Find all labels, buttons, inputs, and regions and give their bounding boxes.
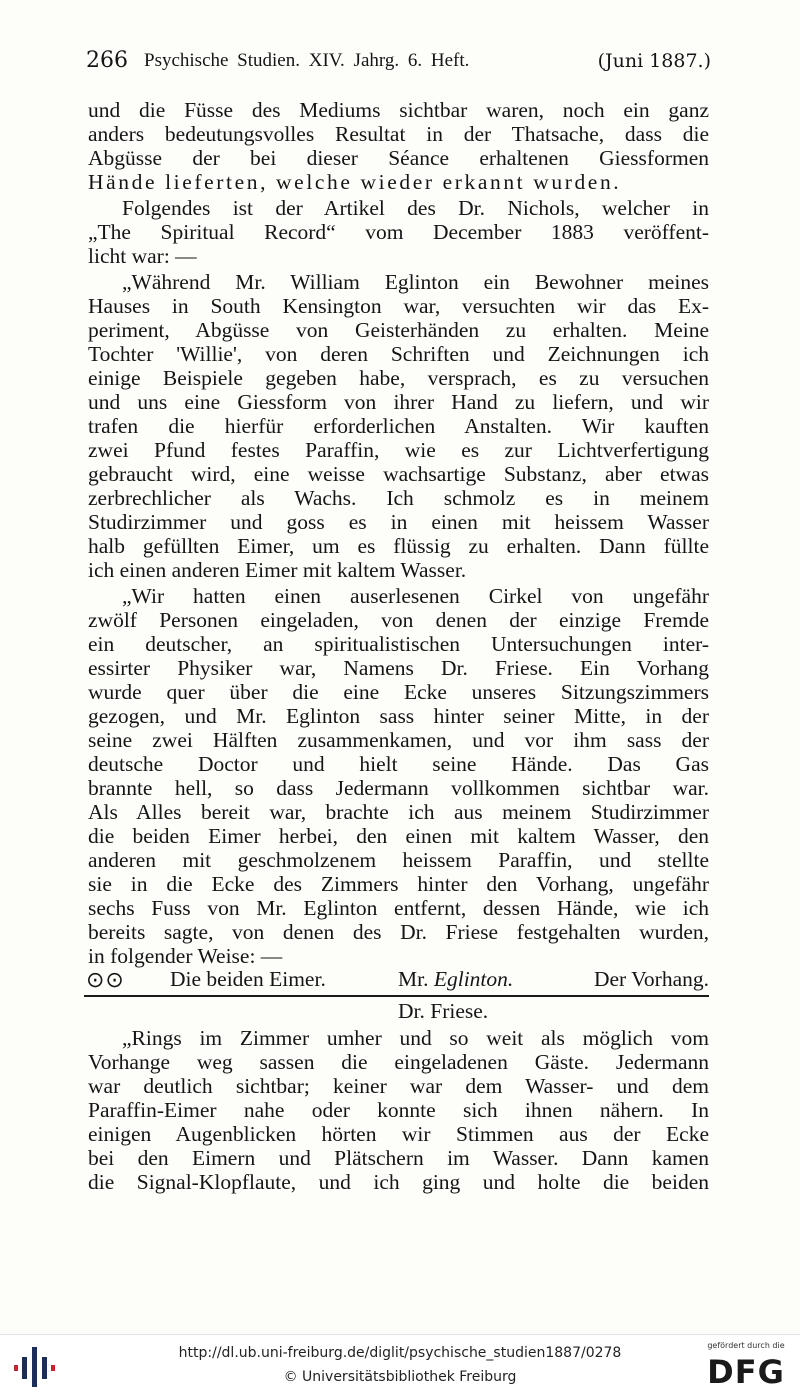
eglinton-name: Eglinton. [433, 967, 514, 991]
text-line: Als Alles bereit war, brachte ich aus meinem Studirzimmer [88, 800, 709, 824]
text-line: zwei Pfund festes Paraffin, wie es zur Lichtverfertigung [88, 438, 709, 462]
text-line: bei den Eimern und Plätschern im Wasser. Dann kamen [88, 1146, 709, 1170]
buckets-symbol: ⊙⊙ [86, 967, 125, 992]
text-line: Vorhange weg sassen die eingeladenen Gäste. Jedermann [88, 1050, 709, 1074]
text-line: seine zwei Hälften zusammenkamen, und vor ihm sass der [88, 728, 709, 752]
friese-label: Dr. Friese. [398, 999, 489, 1023]
text-line: gebraucht wird, eine weisse wachsartige Substanz, aber etwas [88, 462, 709, 486]
text-line: licht war: — [88, 244, 197, 268]
text-line: die Signal-Klopflaute, und ich ging und holte die beiden [88, 1170, 709, 1194]
text-line: brannte hell, so dass Jedermann vollkommen sichtbar war. [88, 776, 709, 800]
curtain-label: Der Vorhang. [593, 967, 709, 991]
text-line: trafen die hierfür erforderlichen Anstalten. Wir kauften [88, 414, 709, 438]
text-line: „Während Mr. William Eglinton ein Bewohner meines [122, 270, 709, 294]
text-line: Hände lieferten, welche wieder erkannt wurden. [88, 170, 622, 194]
text-line: einigen Augenblicken hörten wir Stimmen aus der Ecke [88, 1122, 709, 1146]
funding-note: gefördert durch die [707, 1341, 785, 1350]
text-line: halb gefüllten Eimer, um es flüssig zu erhalten. Dann füllte [88, 534, 709, 558]
page-number: 266 [86, 48, 128, 73]
text-line: wurde quer über die eine Ecke unseres Sitzungszimmers [88, 680, 709, 704]
text-line: Abgüsse der bei dieser Séance erhaltenen Giessformen [88, 146, 709, 170]
copyright-notice: © Universitätsbibliothek Freiburg [283, 1369, 517, 1385]
text-line: „Rings im Zimmer umher und so weit als möglich vom [122, 1026, 709, 1050]
text-line: zerbrechlicher als Wachs. Ich schmolz es in meinem [88, 486, 709, 510]
text-line: zwölf Personen eingeladen, von denen der einzige Fremde [88, 608, 709, 632]
text-line: deutsche Doctor und hielt seine Hände. Das Gas [88, 752, 709, 776]
digitization-url[interactable]: http://dl.ub.uni-freiburg.de/diglit/psychische_studien1887/0278 [178, 1345, 622, 1361]
text-line: in folgender Weise: — [88, 944, 283, 968]
text-line: gezogen, und Mr. Eglinton sass hinter seiner Mitte, in der [88, 704, 709, 728]
text-line: Studirzimmer und goss es in einen mit heissem Wasser [88, 510, 709, 534]
text-line: und die Füsse des Mediums sichtbar waren, noch ein ganz [88, 98, 709, 122]
text-line: bereits sagte, von denen des Dr. Friese festgehalten wurden, [88, 920, 709, 944]
text-line: ein deutscher, an spiritualistischen Untersuchungen inter- [88, 632, 709, 656]
buckets-label: Die beiden Eimer. [170, 967, 326, 991]
text-line: die beiden Eimer herbei, den einen mit kaltem Wasser, den [88, 824, 709, 848]
text-line: einige Beispiele gegeben habe, versprach, es zu versuchen [88, 366, 709, 390]
text-line: Tochter 'Willie', von deren Schriften und Zeichnungen ich [88, 342, 709, 366]
text-line: anders bedeutungsvolles Resultat in der Thatsache, dass die [88, 122, 709, 146]
eglinton-label: Mr. Eglinton. [398, 967, 514, 991]
text-line: „The Spiritual Record“ vom December 1883 veröffent- [88, 220, 709, 244]
text-line: und uns eine Giessform von ihrer Hand zu liefern, und wir [88, 390, 709, 414]
running-title: Psychische Studien. XIV. Jahrg. 6. Heft. [144, 50, 470, 71]
running-header [86, 48, 711, 78]
issue-date: (Juni 1887.) [597, 50, 711, 72]
dfg-logo: DFG [707, 1353, 785, 1391]
text-line: Paraffin-Eimer nahe oder konnte sich ihnen nähern. In [88, 1098, 709, 1122]
text-line: „Wir hatten einen auserlesenen Cirkel von ungefähr [122, 584, 709, 608]
text-line: sechs Fuss von Mr. Eglinton entfernt, dessen Hände, wie ich [88, 896, 709, 920]
text-line: anderen mit geschmolzenem heissem Paraffin, und stellte [88, 848, 709, 872]
text-line: ich einen anderen Eimer mit kaltem Wasser. [88, 558, 467, 582]
curtain-line [84, 995, 709, 997]
text-line: Folgendes ist der Artikel des Dr. Nichols, welcher in [122, 196, 709, 220]
text-line: war deutlich sichtbar; keiner war dem Wasser- und dem [88, 1074, 709, 1098]
text-line: periment, Abgüsse von Geisterhänden zu erhalten. Meine [88, 318, 709, 342]
text-line: sie in die Ecke des Zimmers hinter den Vorhang, ungefähr [88, 872, 709, 896]
seating-diagram [86, 967, 711, 995]
text-line: Hauses in South Kensington war, versuchten wir das Ex- [88, 294, 709, 318]
library-footer [0, 1334, 800, 1396]
text-line: essirter Physiker war, Namens Dr. Friese. Ein Vorhang [88, 656, 709, 680]
